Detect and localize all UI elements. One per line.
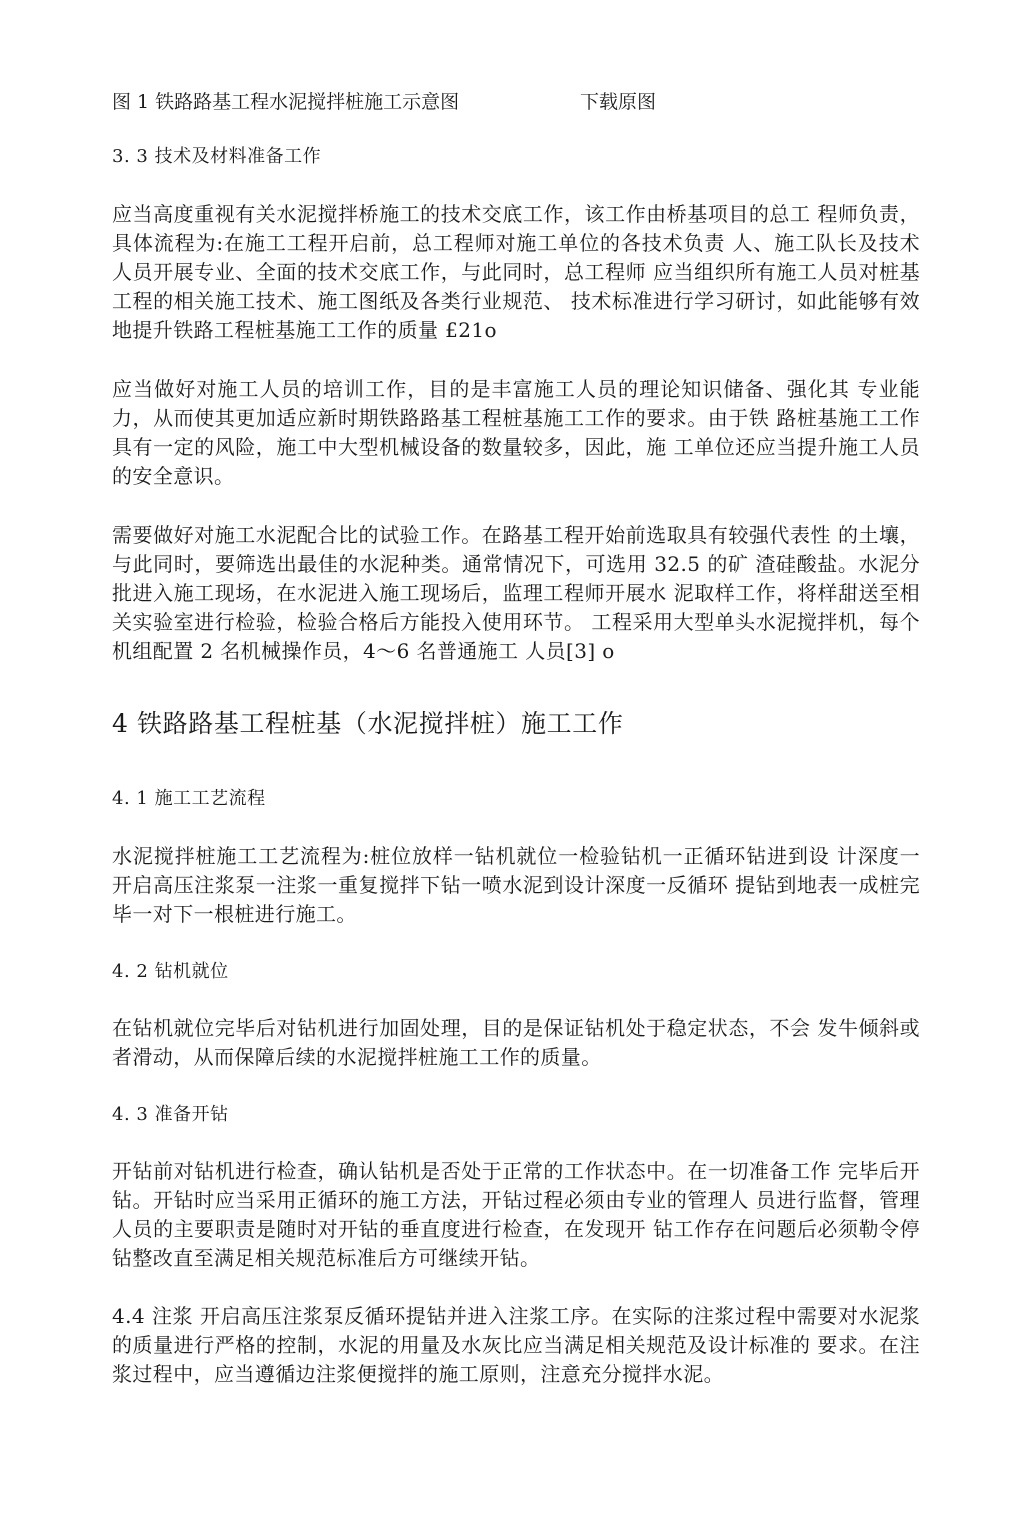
- paragraph-3-3-2: 应当做好对施工人员的培训工作，目的是丰富施工人员的理论知识储备、强化其 专业能力，从而使其更加适应新时期铁路路基工程桩基施工工作的要求。由于铁 路桩基施工工作具有一定的风险，施工中大型机械设备的数量较多，因此，施 工单位还应当提升施工人员的安全意识。: [112, 377, 920, 488]
- paragraph-3-3-3: 需要做好对施工水泥配合比的试验工作。在路基工程开始前选取具有较强代表性 的土壤，与此同时，要筛选出最佳的水泥种类。通常情况下，可选用 32.5 的矿 渣硅酸盐。水泥分批进入施工现场，在水泥进入施工现场后，监理工程师开展水 泥取样工作，将样甜送至相关实验室进行检验，检验合格后方能投入使用环节。 工程采用大型单头水泥搅拌机，每个机组配置 2 名机械操作员，4〜6 名普通施工 人员[3] o: [112, 523, 920, 663]
- paragraph-3-3-1: 应当高度重视有关水泥搅拌桥施工的技术交底工作，该工作由桥基项目的总工 程师负责，具体流程为:在施工工程开启前，总工程师对施工单位的各技术负责 人、施工队长及技术人员开展专业、全面的技术交底工作，与此同时，总工程师 应当组织所有施工人员对桩基工程的相关施工技术、施工图纸及各类行业规范、 技术标准进行学习研讨，如此能够有效地提升铁路工程桩基施工工作的质量 £21o: [112, 202, 920, 342]
- section-heading-3-3: 3. 3 技术及材料准备工作: [112, 146, 322, 167]
- section-heading-4-2: 4. 2 钻机就位: [112, 961, 229, 982]
- paragraph-4-4: 4.4 注浆 开启高压注浆泵反循环提钻并进入注浆工序。在实际的注浆过程中需要对水泥浆 的质量进行严格的控制，水泥的用量及水灰比应当满足相关规范及设计标准的 要求。在注浆过程中，应当遵循边注浆便搅拌的施工原则，注意充分搅拌水泥。: [112, 1304, 920, 1386]
- figure-caption-text: 图 1 铁路路基工程水泥搅拌桩施工示意图: [112, 91, 460, 113]
- figure-caption: [112, 88, 920, 116]
- section-heading-4: 4 铁路路基工程桩基（水泥搅拌桩）施工工作: [112, 709, 624, 738]
- paragraph-4-3: 开钻前对钻机进行检查，确认钻机是否处于正常的工作状态中。在一切准备工作 完毕后开钻。开钻时应当采用正循环的施工方法，开钻过程必须由专业的管理人 员进行监督，管理人员的主要职责是随时对开钻的垂直度进行检查，在发现开 钻工作存在问题后必须勒令停钻整改直至满足相关规范标准后方可继续开钻。: [112, 1159, 920, 1270]
- section-heading-4-1: 4. 1 施工工艺流程: [112, 788, 266, 809]
- section-heading-4-3: 4. 3 准备开钻: [112, 1104, 229, 1125]
- paragraph-4-2: 在钻机就位完毕后对钻机进行加固处理，目的是保证钻机处于稳定状态，不会 发牛倾斜或者滑动，从而保障后续的水泥搅拌桩施工工作的质量。: [112, 1016, 920, 1069]
- paragraph-4-1: 水泥搅拌桩施工工艺流程为:桩位放样一钻机就位一检验钻机一正循环钻进到设 计深度一开启高压注浆泵一注浆一重复搅拌下钻一喷水泥到设计深度一反循环 提钻到地表一成桩完毕一对下一根桩进行施工。: [112, 844, 920, 926]
- download-original-link[interactable]: 下载原图: [580, 91, 657, 113]
